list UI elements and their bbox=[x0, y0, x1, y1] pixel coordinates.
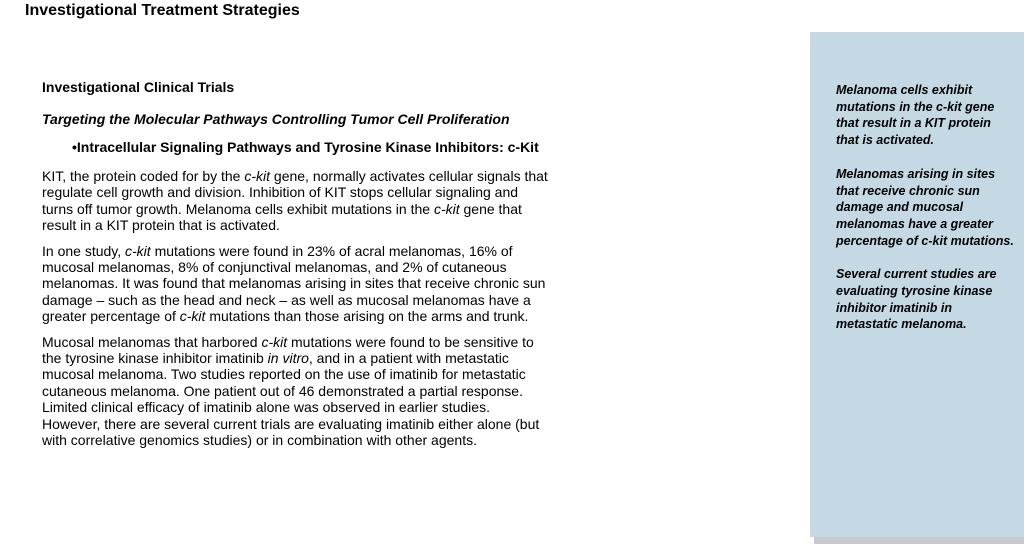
text-span: mutations were found to be sensitive to the tyrosine kinase inhibitor imatinib bbox=[42, 333, 534, 367]
text-span: KIT, the protein coded for by the bbox=[42, 168, 245, 184]
text-span: gene, normally activates cellular signals that regulate cell growth and division. Inhibition of KIT stops cellular signaling and turns off tumor growth. Melanoma cells exhibit mutations in the bbox=[42, 168, 548, 217]
paragraph-imatinib bbox=[42, 334, 552, 449]
gene-name: c-kit bbox=[433, 200, 460, 217]
section-heading: Investigational Clinical Trials bbox=[42, 79, 235, 95]
page-title: Investigational Treatment Strategies bbox=[25, 2, 300, 19]
text-span: mutations than those arising on the arms and trunk. bbox=[205, 308, 529, 325]
gene-name: c-kit bbox=[261, 333, 288, 350]
text-span: mutations were found in 23% of acral melanomas, 16% of mucosal melanomas, 8% of conjunctival melanomas, and 2% of cutaneous melanomas. It was found that melanomas arising in sites that receive chronic sun damage – such as the head and neck – as well as mucosal melanomas have a greater percentage of bbox=[42, 242, 546, 325]
text-span: In one study, bbox=[42, 242, 126, 259]
gene-name: c-kit bbox=[179, 308, 206, 325]
main-content bbox=[42, 79, 552, 458]
gene-name: c-kit bbox=[244, 168, 271, 184]
paragraph-kit-intro bbox=[42, 168, 552, 234]
text-span: gene that result in a KIT protein that is activated. bbox=[42, 200, 522, 234]
sidebar-point: Melanomas arising in sites that receive chronic sun damage and mucosal melanomas have a greater percentage of c-kit mutations. bbox=[836, 166, 1014, 248]
subsection-heading: Targeting the Molecular Pathways Controlling Tumor Cell Proliferation bbox=[42, 111, 510, 127]
paragraph-mutation-study bbox=[42, 243, 552, 325]
text-span: Mucosal melanomas that harbored bbox=[42, 333, 262, 350]
latin-term: in vitro bbox=[267, 350, 309, 367]
sidebar-summary bbox=[810, 32, 1024, 537]
bullet-heading: •Intracellular Signaling Pathways and Tyrosine Kinase Inhibitors: c-Kit bbox=[72, 139, 539, 155]
sidebar-point: Melanoma cells exhibit mutations in the c-kit gene that result in a KIT protein that is activated. bbox=[836, 83, 995, 148]
sidebar-point: Several current studies are evaluating tyrosine kinase inhibitor imatinib in metastatic melanoma. bbox=[836, 267, 997, 332]
text-span: , and in a patient with metastatic mucosal melanoma. Two studies reported on the use of imatinib for metastatic cutaneous melanoma. One patient out of 46 demonstrated a partial response. Limited clinical efficacy of imatinib alone was observed in earlier studies. However, there are several current trials are evaluating imatinib either alone (but with correlative genomics studies) or in combination with other agents. bbox=[42, 350, 540, 449]
gene-name: c-kit bbox=[125, 242, 151, 259]
